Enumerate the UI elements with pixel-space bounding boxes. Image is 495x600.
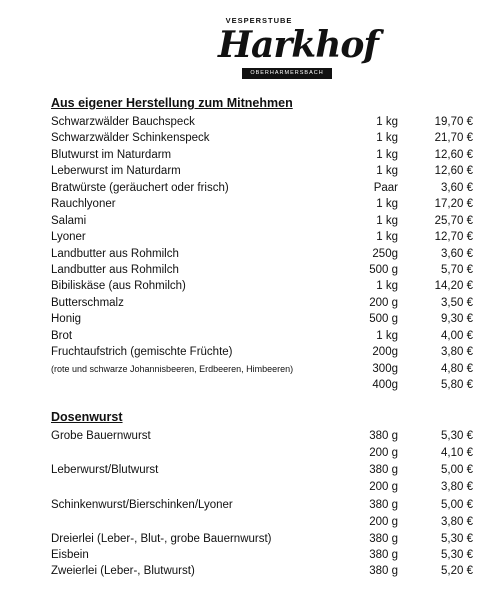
list-item	[0, 147, 495, 163]
item-quantity: 1 kg	[376, 330, 398, 342]
item-price: 3,80 €	[441, 516, 473, 528]
list-item	[0, 163, 495, 179]
item-quantity: 380 g	[369, 533, 398, 545]
item-quantity: 200 g	[369, 516, 398, 528]
item-name: Eisbein	[51, 549, 89, 561]
item-name: Schwarzwälder Bauchspeck	[51, 116, 195, 128]
list-item	[0, 479, 495, 495]
item-price: 5,70 €	[441, 264, 473, 276]
item-quantity: 1 kg	[376, 231, 398, 243]
item-price: 5,30 €	[441, 533, 473, 545]
item-price: 5,30 €	[441, 430, 473, 442]
list-item	[0, 497, 495, 513]
item-quantity: 200 g	[369, 447, 398, 459]
item-name: (rote und schwarze Johannisbeeren, Erdbeeren, Himbeeren)	[51, 364, 294, 374]
item-price: 25,70 €	[434, 215, 473, 227]
item-price: 17,20 €	[434, 198, 473, 210]
item-quantity: 380 g	[369, 565, 398, 577]
section-title: Dosenwurst	[51, 410, 123, 424]
item-price: 14,20 €	[434, 280, 473, 292]
list-item	[0, 246, 495, 262]
item-price: 3,50 €	[441, 297, 473, 309]
item-quantity: 380 g	[369, 499, 398, 511]
list-item	[0, 229, 495, 245]
item-name: Bibiliskäse (aus Rohmilch)	[51, 280, 186, 292]
list-item	[0, 311, 495, 327]
item-price: 5,00 €	[441, 499, 473, 511]
item-quantity: 200 g	[369, 481, 398, 493]
item-quantity: 1 kg	[376, 280, 398, 292]
item-name: Schinkenwurst/Bierschinken/Lyoner	[51, 499, 233, 511]
list-item	[0, 196, 495, 212]
list-item	[0, 547, 495, 563]
item-quantity: 380 g	[369, 464, 398, 476]
item-quantity: 1 kg	[376, 149, 398, 161]
list-item	[0, 445, 495, 461]
item-quantity: 400g	[372, 379, 398, 391]
list-item	[0, 531, 495, 547]
item-name: Zweierlei (Leber-, Blutwurst)	[51, 565, 195, 577]
section-title: Aus eigener Herstellung zum Mitnehmen	[51, 96, 293, 110]
item-quantity: 1 kg	[376, 215, 398, 227]
item-name: Blutwurst im Naturdarm	[51, 149, 172, 161]
item-name: Grobe Bauernwurst	[51, 430, 151, 442]
item-name: Lyoner	[51, 231, 86, 243]
list-item	[0, 295, 495, 311]
logo-band-label: OBERHARMERSBACH	[242, 68, 332, 79]
item-quantity: Paar	[373, 182, 398, 194]
item-price: 3,60 €	[441, 248, 473, 260]
list-item	[0, 428, 495, 444]
list-item	[0, 377, 495, 393]
harkhof-logo	[190, 8, 378, 88]
item-name: Rauchlyoner	[51, 198, 116, 210]
item-name: Leberwurst im Naturdarm	[51, 165, 181, 177]
list-item	[0, 213, 495, 229]
list-item	[0, 130, 495, 146]
item-quantity: 1 kg	[376, 198, 398, 210]
list-item	[0, 361, 495, 377]
logo-top-label: VESPERSTUBE	[225, 16, 293, 25]
item-name: Landbutter aus Rohmilch	[51, 264, 179, 276]
item-name: Honig	[51, 313, 82, 325]
item-price: 5,00 €	[441, 464, 473, 476]
list-item	[0, 262, 495, 278]
item-price: 12,60 €	[434, 149, 473, 161]
item-price: 9,30 €	[441, 313, 473, 325]
list-item	[0, 563, 495, 579]
item-quantity: 500 g	[369, 264, 398, 276]
item-name: Bratwürste (geräuchert oder frisch)	[51, 182, 229, 194]
item-price: 5,30 €	[441, 549, 473, 561]
item-quantity: 380 g	[369, 430, 398, 442]
item-price: 5,20 €	[441, 565, 473, 577]
list-item	[0, 114, 495, 130]
item-price: 21,70 €	[434, 132, 473, 144]
item-name: Fruchtaufstrich (gemischte Früchte)	[51, 346, 233, 358]
item-name: Butterschmalz	[51, 297, 124, 309]
item-price: 19,70 €	[434, 116, 473, 128]
item-quantity: 300g	[372, 363, 398, 375]
item-name: Salami	[51, 215, 87, 227]
item-name: Leberwurst/Blutwurst	[51, 464, 159, 476]
item-name: Dreierlei (Leber-, Blut-, grobe Bauernwurst)	[51, 533, 272, 545]
item-quantity: 380 g	[369, 549, 398, 561]
item-quantity: 500 g	[369, 313, 398, 325]
item-price: 4,00 €	[441, 330, 473, 342]
item-price: 3,60 €	[441, 182, 473, 194]
item-name: Schwarzwälder Schinkenspeck	[51, 132, 210, 144]
list-item	[0, 514, 495, 530]
item-price: 5,80 €	[441, 379, 473, 391]
item-price: 4,10 €	[441, 447, 473, 459]
item-quantity: 200 g	[369, 297, 398, 309]
list-item	[0, 278, 495, 294]
item-price: 12,70 €	[434, 231, 473, 243]
item-quantity: 1 kg	[376, 116, 398, 128]
logo-brand-name: Harkhof	[218, 24, 378, 66]
item-quantity: 1 kg	[376, 132, 398, 144]
item-quantity: 200g	[372, 346, 398, 358]
list-item	[0, 180, 495, 196]
list-item	[0, 462, 495, 478]
list-item	[0, 344, 495, 360]
item-price: 3,80 €	[441, 346, 473, 358]
item-price: 4,80 €	[441, 363, 473, 375]
list-item	[0, 328, 495, 344]
item-quantity: 1 kg	[376, 165, 398, 177]
item-name: Landbutter aus Rohmilch	[51, 248, 179, 260]
item-quantity: 250g	[372, 248, 398, 260]
item-price: 12,60 €	[434, 165, 473, 177]
item-name: Brot	[51, 330, 73, 342]
item-price: 3,80 €	[441, 481, 473, 493]
